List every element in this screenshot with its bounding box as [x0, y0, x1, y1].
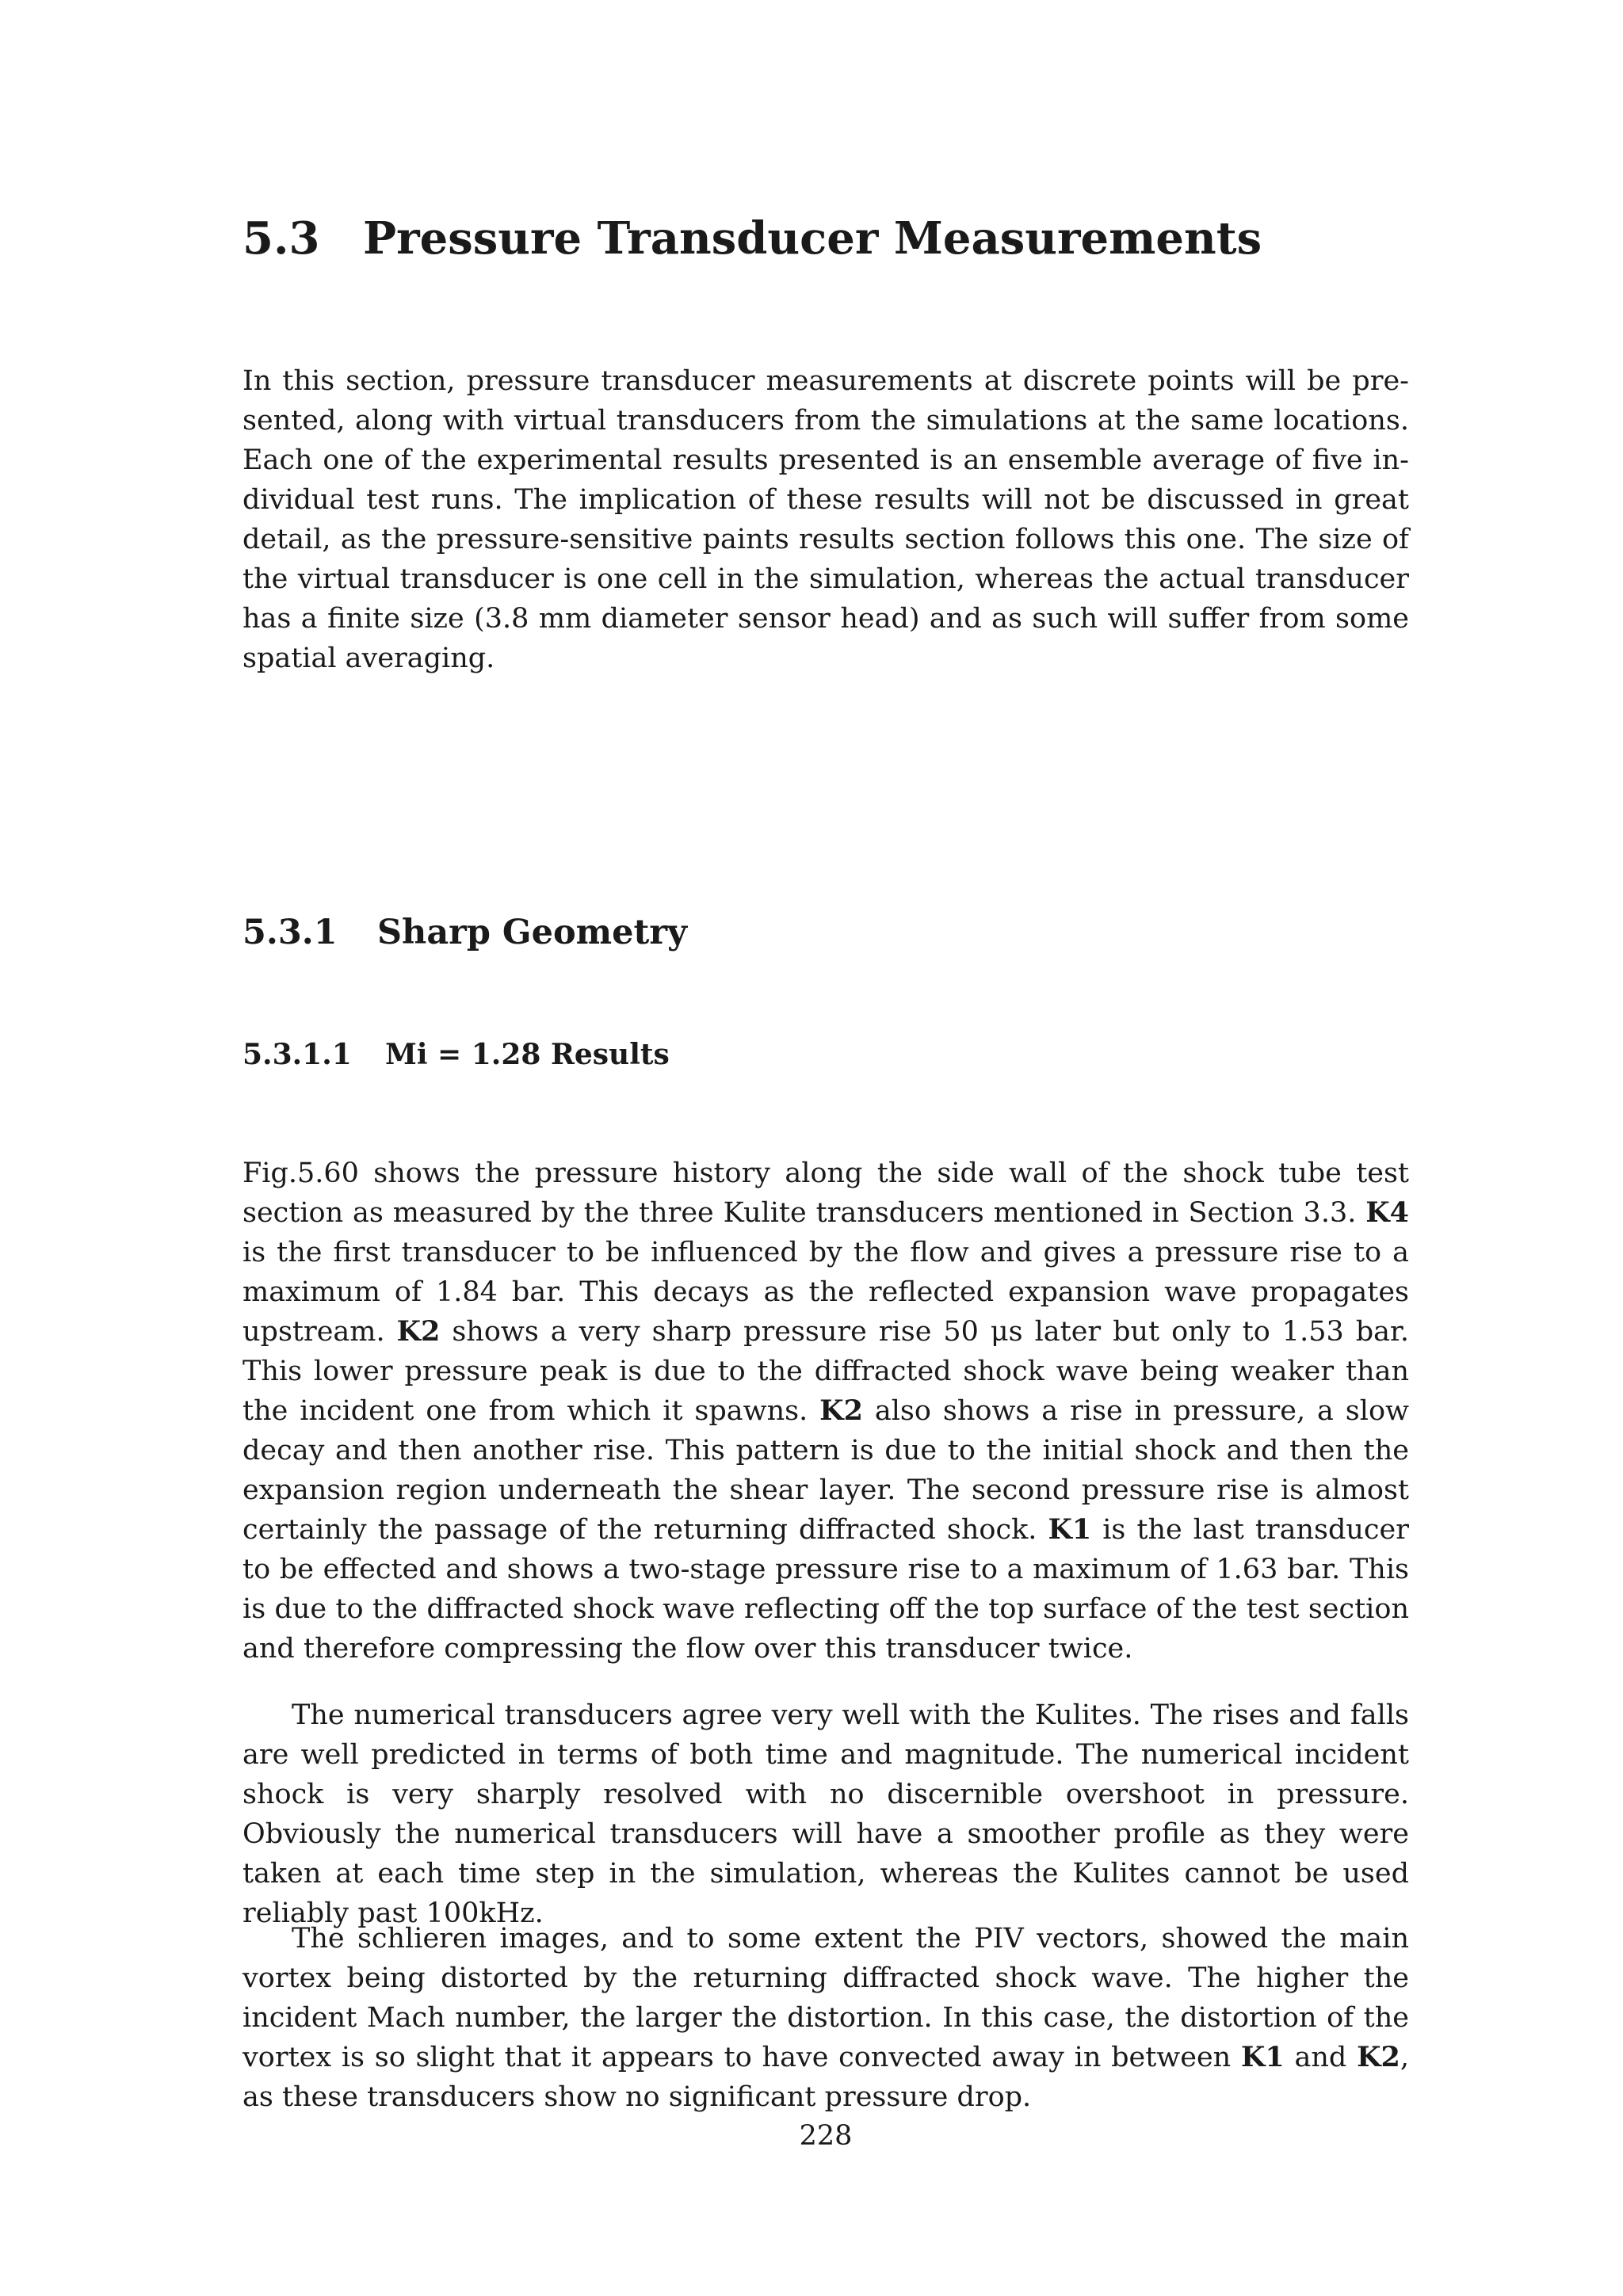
- p3-text-3: , as these transducers show no significant pressure drop.: [242, 2042, 1409, 2113]
- results-paragraph-3: [242, 1919, 1409, 2117]
- section-number: 5.3: [242, 212, 320, 265]
- p3-k1: K1: [1240, 2041, 1285, 2073]
- p3-k2: K2: [1357, 2041, 1400, 2073]
- p1-k1: K1: [1048, 1513, 1092, 1546]
- p1-text-3: shows a very sharp pressure rise 50 μs later but only to 1.53 bar. This lower pressure peak is due to the diffracted shock wave being weaker than the incident one from which it spawns.: [242, 1316, 1409, 1427]
- subsection-number: 5.3.1: [242, 913, 338, 952]
- p1-text-5: is the last transducer to be effected and shows a two-stage pressure rise to a maximum of 1.63 bar. This is due to the diffracted shock wave reflecting off the top surface of the test section and therefore compressing the flow over this transducer twice.: [242, 1514, 1409, 1665]
- results-paragraph-2: The numerical transducers agree very well with the Kulites. The rises and falls are well predicted in terms of both time and magnitude. The numerical incident shock is very sharply resolved with no discernible overshoot in pressure. Obviously the numerical transducers will have a smoother profile as they were taken at each time step in the simulation, whereas the Kulites cannot be used reliably past 100kHz.: [242, 1699, 1409, 1929]
- subsubsection-title: Mi = 1.28 Results: [385, 1038, 670, 1071]
- intro-paragraph: In this section, pressure transducer measurements at discrete points will be presented, along with virtual transducers from the simulations at the same locations. Each one of the experimental results presented is an ensemble average of five individual test runs. The implication of these results will not be discussed in great detail, as the pressure-sensitive paints results section follows this one. The size of the virtual transducer is one cell in the simulation, whereas the actual transducer has a finite size (3.8 mm diameter sensor head) and as such will suffer from some spatial averaging.: [242, 365, 1409, 674]
- subsection-heading: [242, 913, 687, 952]
- subsubsection-heading: [242, 1038, 670, 1071]
- section-heading: [242, 212, 1262, 265]
- subsection-title: Sharp Geometry: [377, 913, 687, 952]
- results-paragraph-1: [242, 1154, 1409, 1669]
- p3-text-2: and: [1284, 2042, 1358, 2073]
- page-number: 228: [799, 2120, 853, 2152]
- p1-k2-first: K2: [396, 1315, 441, 1348]
- p1-text-1: Fig.5.60 shows the pressure history along the side wall of the shock tube test section as measured by the three Kulite transducers mentioned in Section 3.3.: [242, 1158, 1409, 1229]
- section-title: Pressure Transducer Measurements: [363, 212, 1262, 265]
- p1-text-4: also shows a rise in pressure, a slow decay and then another rise. This pattern is due to the initial shock and then the expansion region underneath the shear layer. The second pressure rise is almost certainly the passage of the returning diffracted shock.: [242, 1395, 1409, 1546]
- p1-text-2: is the first transducer to be influenced by the flow and gives a pressure rise to a maximum of 1.84 bar. This decays as the reflected expansion wave propagates upstream.: [242, 1237, 1409, 1348]
- p1-k2-second: K2: [819, 1394, 863, 1427]
- p1-k4: K4: [1365, 1196, 1409, 1229]
- subsubsection-number: 5.3.1.1: [242, 1038, 352, 1071]
- p3-text-1: The schlieren images, and to some extent the PIV vectors, showed the main vortex being distorted by the returning diffracted shock wave. The higher the incident Mach number, the larger the distortion. In this case, the distortion of the vortex is so slight that it appears to have convected away in between: [242, 1923, 1409, 2073]
